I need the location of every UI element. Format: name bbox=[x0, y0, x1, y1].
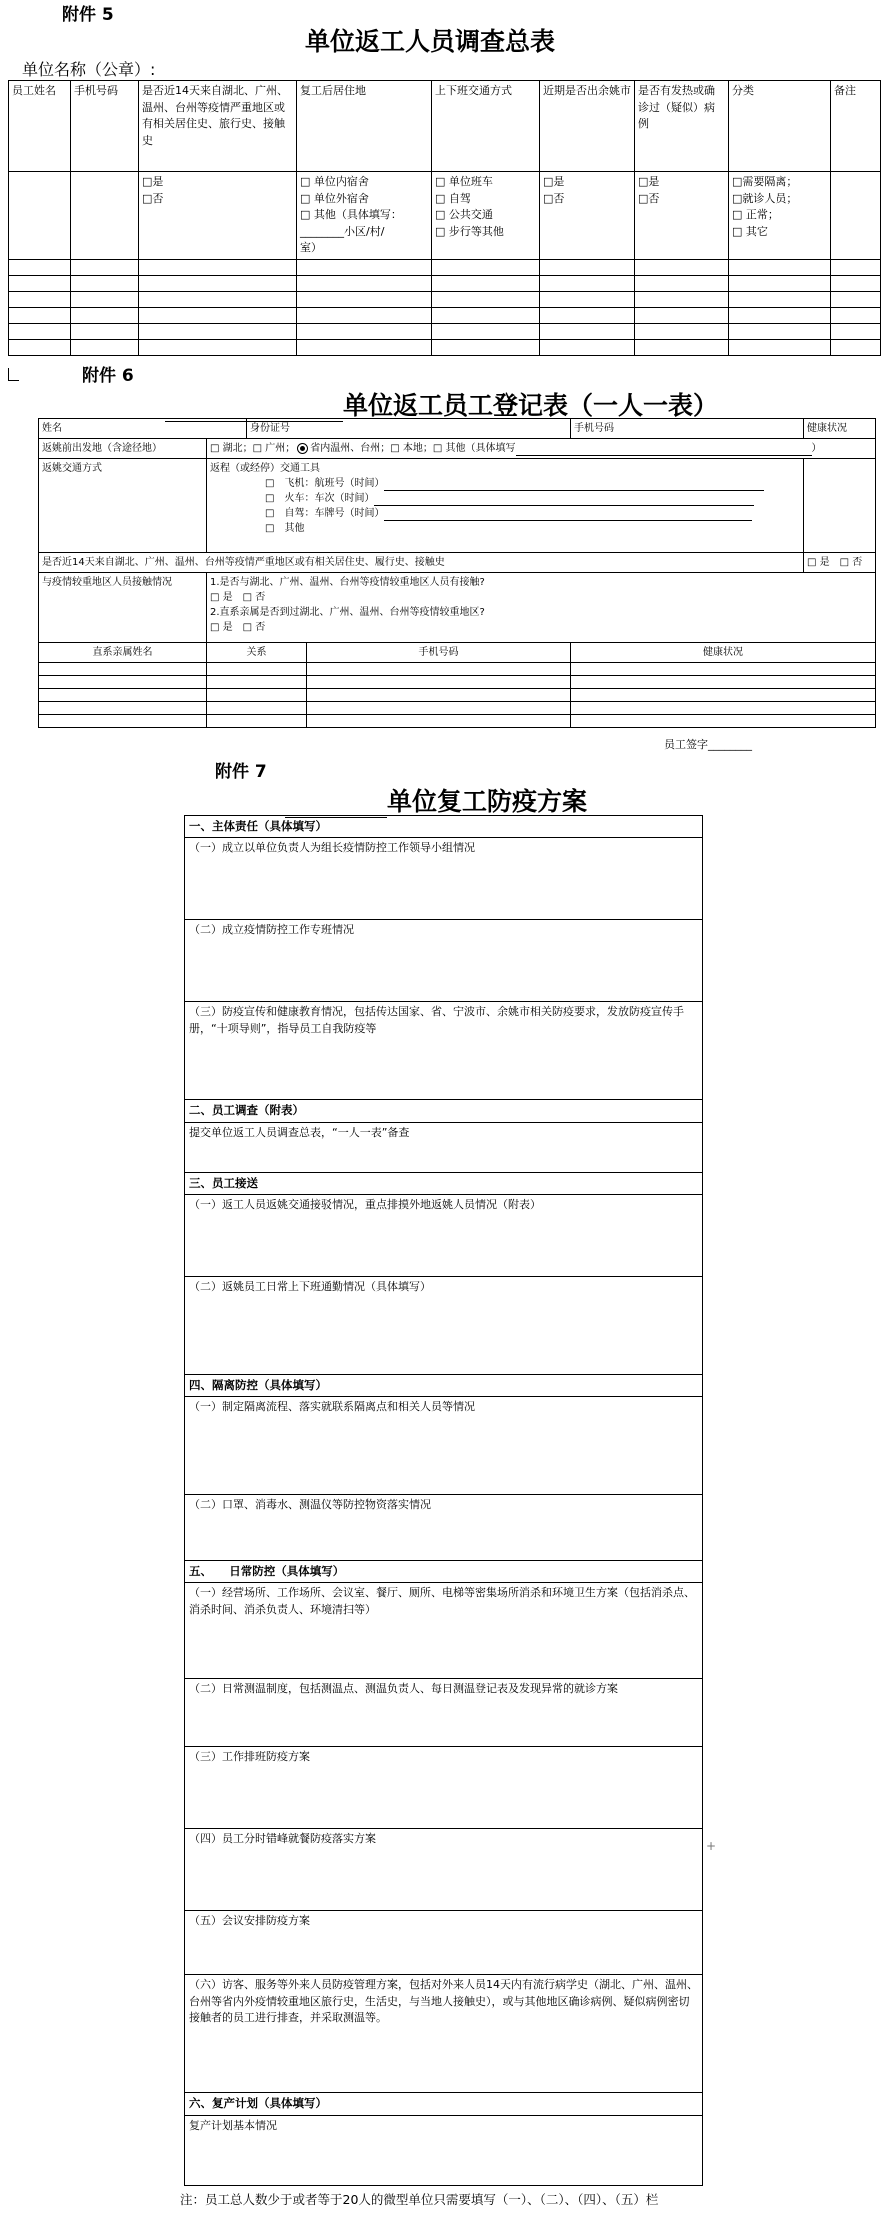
cell-blank[interactable] bbox=[71, 291, 139, 307]
category-options[interactable] bbox=[729, 172, 831, 260]
isolation-checkbox[interactable]: □需要隔离； bbox=[732, 175, 798, 188]
cell-blank[interactable] bbox=[139, 291, 297, 307]
cell-blank[interactable] bbox=[635, 323, 729, 339]
form7-title-text: 单位复工防疫方案 bbox=[387, 787, 588, 816]
cell-blank[interactable] bbox=[297, 291, 432, 307]
history-yes-checkbox[interactable]: □ 是 bbox=[807, 557, 830, 568]
flight-label[interactable]: □ 飞机：航班号（时间） bbox=[265, 478, 385, 489]
medical-checkbox[interactable]: □就诊人员； bbox=[732, 191, 798, 205]
cell-blank[interactable] bbox=[71, 307, 139, 323]
item-5-3[interactable]: （三）工作排班防疫方案 bbox=[185, 1747, 703, 1829]
fever-yes-checkbox[interactable]: □是 bbox=[638, 175, 660, 188]
cell-blank[interactable] bbox=[307, 663, 571, 676]
form7-title bbox=[285, 782, 587, 818]
cell-blank[interactable] bbox=[571, 715, 876, 728]
cell-blank[interactable] bbox=[571, 676, 876, 689]
cell-blank[interactable] bbox=[9, 259, 71, 275]
cell-blank[interactable] bbox=[635, 291, 729, 307]
flight-fill-line[interactable] bbox=[384, 479, 764, 491]
train-option[interactable] bbox=[210, 491, 800, 506]
header-left-city: 近期是否出余姚市 bbox=[540, 81, 635, 172]
departure-label: 返姚前出发地（含途径地） bbox=[39, 439, 207, 459]
cell-blank[interactable] bbox=[729, 259, 831, 275]
cell-blank[interactable] bbox=[39, 715, 207, 728]
cell-blank[interactable] bbox=[71, 172, 139, 260]
contact-label: 与疫情较重地区人员接触情况 bbox=[39, 573, 207, 643]
header-category: 分类 bbox=[729, 81, 831, 172]
id-card-label: 身份证号 bbox=[247, 419, 571, 439]
cell-blank[interactable] bbox=[39, 689, 207, 702]
cell-blank[interactable] bbox=[432, 259, 540, 275]
flight-option[interactable] bbox=[210, 476, 800, 491]
contact-q2-options[interactable]: □ 是 □ 否 bbox=[210, 622, 266, 633]
residence-options[interactable] bbox=[297, 172, 432, 260]
form6-table bbox=[38, 418, 876, 728]
cell-blank[interactable] bbox=[307, 676, 571, 689]
section-head-3: 三、员工接送 bbox=[185, 1172, 703, 1194]
cell-blank[interactable] bbox=[307, 702, 571, 715]
walk-checkbox[interactable]: □ 步行等其他 bbox=[435, 224, 504, 238]
contact-q1-options[interactable]: □ 是 □ 否 bbox=[210, 592, 266, 603]
drive-checkbox[interactable]: □ 自驾 bbox=[435, 191, 471, 205]
cell-blank[interactable] bbox=[297, 323, 432, 339]
section-head-2: 二、员工调查（附表） bbox=[185, 1100, 703, 1122]
cell-blank[interactable] bbox=[635, 307, 729, 323]
public-transport-checkbox[interactable]: □ 公共交通 bbox=[435, 208, 493, 221]
cell-blank[interactable] bbox=[831, 323, 881, 339]
cell-blank[interactable] bbox=[432, 339, 540, 355]
cell-blank[interactable] bbox=[831, 275, 881, 291]
family-health-header: 健康状况 bbox=[571, 643, 876, 663]
form6-title bbox=[165, 386, 718, 422]
normal-checkbox[interactable]: □ 正常； bbox=[732, 208, 779, 221]
cell-blank[interactable] bbox=[540, 307, 635, 323]
cell-blank[interactable] bbox=[635, 339, 729, 355]
header-remark: 备注 bbox=[831, 81, 881, 172]
departure-fill-line[interactable] bbox=[516, 444, 812, 456]
contact-questions[interactable] bbox=[207, 573, 876, 643]
header-travel-history: 是否近14天来自湖北、广州、温州、台州等疫情严重地区或有相关居住史、旅行史、接触史 bbox=[139, 81, 297, 172]
item-1-1[interactable]: （一）成立以单位负责人为组长疫情防控工作领导小组情况 bbox=[185, 838, 703, 920]
cell-blank[interactable] bbox=[729, 275, 831, 291]
item-4-1[interactable]: （一）制定隔离流程、落实就联系隔离点和相关人员等情况 bbox=[185, 1397, 703, 1495]
item-2-1[interactable]: 提交单位返工人员调查总表，“一人一表”备查 bbox=[185, 1122, 703, 1172]
cell-blank[interactable] bbox=[207, 689, 307, 702]
attachment-5-label: 附件 5 bbox=[62, 5, 114, 25]
left-city-yes-checkbox[interactable]: □是 bbox=[543, 175, 565, 188]
cell-blank[interactable] bbox=[729, 307, 831, 323]
header-commute: 上下班交通方式 bbox=[432, 81, 540, 172]
item-1-3[interactable]: （三）防疫宣传和健康教育情况，包括传达国家、省、宁波市、余姚市相关防疫要求，发放防疫宣传手册，“十项导则”，指导员工自我防疫等 bbox=[185, 1002, 703, 1100]
drive-fill-line[interactable] bbox=[384, 509, 752, 521]
cell-blank[interactable] bbox=[635, 275, 729, 291]
cell-blank[interactable] bbox=[9, 172, 71, 260]
header-fever: 是否有发热或确诊过（疑似）病例 bbox=[635, 81, 729, 172]
cell-blank[interactable] bbox=[207, 676, 307, 689]
cell-blank[interactable] bbox=[831, 339, 881, 355]
cell-blank[interactable] bbox=[297, 307, 432, 323]
section-head-5: 五、 日常防控（具体填写） bbox=[185, 1561, 703, 1583]
cell-blank[interactable] bbox=[540, 275, 635, 291]
cell-blank[interactable] bbox=[9, 291, 71, 307]
name-label: 姓名 bbox=[39, 419, 247, 439]
cell-blank[interactable] bbox=[9, 275, 71, 291]
cell-blank[interactable] bbox=[432, 275, 540, 291]
cell-blank[interactable] bbox=[139, 339, 297, 355]
cell-blank[interactable] bbox=[540, 323, 635, 339]
residence-room: 室） bbox=[300, 241, 322, 254]
form5-table bbox=[8, 80, 881, 356]
section-head-1: 一、主体责任（具体填写） bbox=[185, 816, 703, 838]
form5-title: 单位返工人员调查总表 bbox=[305, 27, 556, 56]
departure-close: ） bbox=[811, 443, 822, 454]
transport-label: 返姚交通方式 bbox=[39, 459, 207, 553]
cell-blank[interactable] bbox=[71, 323, 139, 339]
residence-fill-line[interactable]: ________小区/村/ bbox=[300, 224, 385, 238]
add-row-icon[interactable]: + bbox=[706, 1839, 717, 1853]
footnote: 注：员工总人数少于或者等于20人的微型单位只需要填写（一）、（二）、（四）、（五）栏 bbox=[180, 2192, 659, 2207]
radio-selected-icon[interactable] bbox=[297, 443, 308, 454]
header-residence: 复工后居住地 bbox=[297, 81, 432, 172]
left-city-options[interactable] bbox=[540, 172, 635, 260]
cell-blank[interactable] bbox=[297, 339, 432, 355]
family-phone-header: 手机号码 bbox=[307, 643, 571, 663]
item-6-1[interactable]: 复产计划基本情况 bbox=[185, 2115, 703, 2185]
train-fill-line[interactable] bbox=[374, 494, 754, 506]
shuttle-checkbox[interactable]: □ 单位班车 bbox=[435, 175, 493, 188]
cell-blank[interactable] bbox=[9, 323, 71, 339]
train-label[interactable]: □ 火车：车次（时间） bbox=[265, 493, 375, 504]
section-head-6: 六、复产计划（具体填写） bbox=[185, 2093, 703, 2115]
cell-blank[interactable] bbox=[571, 702, 876, 715]
cell-blank[interactable] bbox=[729, 291, 831, 307]
health-label: 健康状况 bbox=[804, 419, 876, 439]
item-1-2[interactable]: （二）成立疫情防控工作专班情况 bbox=[185, 920, 703, 1002]
cell-blank[interactable] bbox=[831, 307, 881, 323]
cell-blank[interactable] bbox=[729, 323, 831, 339]
attachment-6-label: 附件 6 bbox=[82, 366, 134, 386]
cell-blank[interactable] bbox=[432, 291, 540, 307]
cell-blank[interactable] bbox=[139, 323, 297, 339]
cell-blank[interactable] bbox=[139, 275, 297, 291]
cell-blank[interactable] bbox=[540, 339, 635, 355]
cell-blank[interactable] bbox=[432, 323, 540, 339]
contact-question-2: 2.直系亲属是否到过湖北、广州、温州、台州等疫情较重地区? bbox=[210, 607, 485, 618]
drive-label[interactable]: □ 自驾：车牌号（时间） bbox=[265, 508, 385, 519]
section-head-4: 四、隔离防控（具体填写） bbox=[185, 1374, 703, 1396]
cell-blank[interactable] bbox=[297, 275, 432, 291]
fever-no-checkbox[interactable]: □否 bbox=[638, 191, 660, 205]
item-5-6[interactable]: （六）访客、服务等外来人员防疫管理方案，包括对外来人员14天内有流行病学史（湖北、广州、温州、台州等省内外疫情较重地区旅行史，生活史，与当地人接触史），或与其他地区确诊病例、疑似病例密切接触者的员工进行排查，并采取测温等。 bbox=[185, 1975, 703, 2093]
cell-blank[interactable] bbox=[9, 307, 71, 323]
drive-option[interactable] bbox=[210, 506, 800, 521]
cell-blank[interactable] bbox=[307, 689, 571, 702]
item-5-2[interactable]: （二）日常测温制度，包括测温点、测温负责人、每日测温登记表及发现异常的就诊方案 bbox=[185, 1679, 703, 1747]
cell-blank[interactable] bbox=[540, 291, 635, 307]
left-city-no-checkbox[interactable]: □否 bbox=[543, 191, 565, 205]
history-question: 是否近14天来自湖北、广州、温州、台州等疫情严重地区或有相关居住史、履行史、接触史 bbox=[39, 553, 804, 573]
cell-blank[interactable] bbox=[297, 259, 432, 275]
cell-blank[interactable] bbox=[39, 663, 207, 676]
cell-blank[interactable] bbox=[635, 259, 729, 275]
contact-question-1: 1.是否与湖北、广州、温州、台州等疫情较重地区人员有接触? bbox=[210, 577, 485, 588]
item-5-5[interactable]: （五）会议安排防疫方案 bbox=[185, 1911, 703, 1975]
item-5-1[interactable]: （一）经营场所、工作场所、会议室、餐厅、厕所、电梯等密集场所消杀和环境卫生方案（包括消杀点、消杀时间、消杀负责人、环境清扫等） bbox=[185, 1583, 703, 1679]
cell-blank[interactable] bbox=[432, 307, 540, 323]
item-3-1[interactable]: （一）返工人员返姚交通接驳情况，重点排摸外地返姚人员情况（附表） bbox=[185, 1194, 703, 1276]
dorm-inside-checkbox[interactable]: □ 单位内宿舍 bbox=[300, 175, 369, 188]
fever-options[interactable] bbox=[635, 172, 729, 260]
item-5-4[interactable]: （四）员工分时错峰就餐防疫落实方案 bbox=[185, 1829, 703, 1911]
family-relation-header: 关系 bbox=[207, 643, 307, 663]
cell-blank[interactable] bbox=[139, 307, 297, 323]
cell-blank[interactable] bbox=[804, 459, 876, 553]
history-options[interactable] bbox=[804, 553, 876, 573]
cell-blank[interactable] bbox=[71, 275, 139, 291]
item-3-2[interactable]: （二）返姚员工日常上下班通勤情况（具体填写） bbox=[185, 1276, 703, 1374]
departure-hubei-guangzhou[interactable]: □ 湖北；□ 广州； bbox=[210, 443, 296, 454]
other-residence-checkbox[interactable]: □ 其他（具体填写： bbox=[300, 208, 402, 221]
history-no-checkbox[interactable]: □ 否 bbox=[839, 557, 863, 568]
cell-blank[interactable] bbox=[831, 259, 881, 275]
cell-blank[interactable] bbox=[139, 259, 297, 275]
cell-blank[interactable] bbox=[831, 172, 881, 260]
form6-title-text: 单位返工员工登记表（一人一表） bbox=[343, 391, 719, 420]
cell-blank[interactable] bbox=[39, 702, 207, 715]
header-phone: 手机号码 bbox=[71, 81, 139, 172]
cell-blank[interactable] bbox=[571, 663, 876, 676]
unit-name-label: 单位名称（公章）: bbox=[22, 60, 156, 79]
departure-options[interactable] bbox=[207, 439, 876, 459]
transport-options[interactable] bbox=[207, 459, 804, 553]
header-employee-name: 员工姓名 bbox=[9, 81, 71, 172]
history-yes-checkbox[interactable]: □是 bbox=[142, 175, 164, 188]
history-no-checkbox[interactable]: □否 bbox=[142, 191, 164, 205]
departure-wenzhou-local-other[interactable]: 省内温州、台州；□ 本地；□ 其他（具体填写 bbox=[310, 443, 516, 454]
cell-blank[interactable] bbox=[71, 259, 139, 275]
cell-blank[interactable] bbox=[207, 702, 307, 715]
cell-blank[interactable] bbox=[207, 663, 307, 676]
cell-blank[interactable] bbox=[729, 339, 831, 355]
form7-table bbox=[184, 815, 703, 2186]
phone-label: 手机号码 bbox=[571, 419, 804, 439]
attachment-7-label: 附件 7 bbox=[215, 762, 267, 782]
cell-blank[interactable] bbox=[540, 259, 635, 275]
cell-blank[interactable] bbox=[571, 689, 876, 702]
cell-blank[interactable] bbox=[39, 676, 207, 689]
cell-blank[interactable] bbox=[71, 339, 139, 355]
cell-blank[interactable] bbox=[9, 339, 71, 355]
dorm-outside-checkbox[interactable]: □ 单位外宿舍 bbox=[300, 191, 369, 205]
employee-signature[interactable]: 员工签字________ bbox=[664, 738, 752, 751]
cell-blank[interactable] bbox=[831, 291, 881, 307]
family-name-header: 直系亲属姓名 bbox=[39, 643, 207, 663]
history-options[interactable] bbox=[139, 172, 297, 260]
cell-blank[interactable] bbox=[307, 715, 571, 728]
other-transport-option[interactable]: □ 其他 bbox=[265, 523, 305, 534]
item-4-2[interactable]: （二）口罩、消毒水、测温仪等防控物资落实情况 bbox=[185, 1495, 703, 1561]
other-category-checkbox[interactable]: □ 其它 bbox=[732, 224, 768, 238]
corner-mark bbox=[8, 368, 19, 381]
cell-blank[interactable] bbox=[207, 715, 307, 728]
transport-head: 返程（或经停）交通工具 bbox=[210, 463, 320, 474]
transport-options[interactable] bbox=[432, 172, 540, 260]
